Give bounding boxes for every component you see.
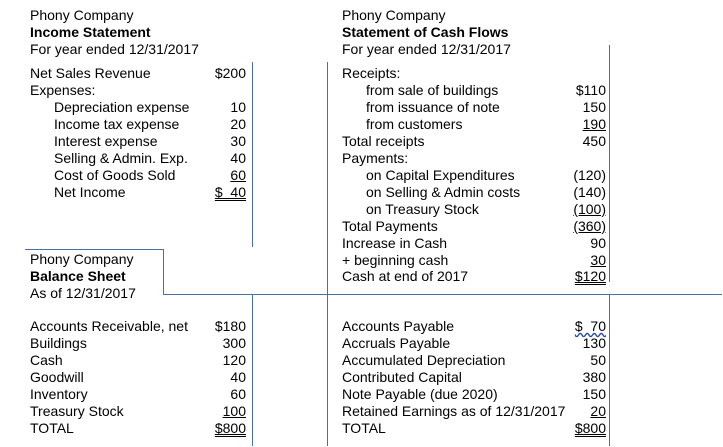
increase-label: Increase in Cash: [342, 235, 448, 251]
payment-value: (140): [573, 184, 606, 200]
asset-value: 120: [222, 352, 246, 368]
asset-value: 100: [222, 403, 246, 419]
asset-label: Inventory: [30, 386, 88, 402]
balance-box-side: [163, 249, 164, 295]
assets-total-label: TOTAL: [30, 420, 74, 436]
liability-value: 50: [590, 352, 606, 368]
asset-label: Goodwill: [30, 369, 84, 385]
asset-value: 40: [230, 369, 246, 385]
liabilities-total-label: TOTAL: [342, 420, 386, 436]
balance-period: As of 12/31/2017: [30, 285, 136, 301]
liability-value: 130: [582, 335, 606, 351]
payment-label: on Capital Expenditures: [366, 167, 515, 183]
cashflow-title: Statement of Cash Flows: [342, 24, 509, 40]
net-income-value: $ 40: [214, 184, 246, 200]
expense-value: 60: [230, 167, 246, 183]
cashflow-company: Phony Company: [342, 7, 446, 23]
liability-value: 380: [582, 369, 606, 385]
asset-label: Treasury Stock: [30, 403, 124, 419]
asset-value: $180: [214, 318, 246, 334]
balance-box-top: [25, 249, 164, 250]
liabilities-left-divider: [327, 294, 328, 446]
assets-divider: [252, 294, 253, 446]
payments-label: Payments:: [342, 150, 409, 166]
net-income-label: Net Income: [54, 184, 126, 200]
liabilities-total-value: $800: [574, 420, 606, 436]
revenue-label: Net Sales Revenue: [30, 65, 151, 81]
balance-company: Phony Company: [30, 251, 134, 267]
receipt-label: from sale of buildings: [366, 82, 499, 98]
expense-value: 40: [230, 150, 246, 166]
total-payments-label: Total Payments: [342, 218, 438, 234]
cashflow-right-divider: [609, 45, 610, 282]
receipt-label: from issuance of note: [366, 99, 500, 115]
assets-total-value: $800: [214, 420, 246, 436]
income-title: Income Statement: [30, 24, 151, 40]
receipt-value: 150: [582, 99, 606, 115]
income-company: Phony Company: [30, 7, 134, 23]
asset-label: Buildings: [30, 335, 87, 351]
revenue-value: $200: [214, 65, 246, 81]
expense-value: 30: [230, 133, 246, 149]
expense-label: Interest expense: [54, 133, 158, 149]
total-payments-value: (360): [573, 218, 606, 234]
asset-label: Accounts Receivable, net: [30, 318, 188, 334]
receipt-label: from customers: [366, 116, 463, 132]
beginning-value: 30: [590, 252, 606, 268]
end-cash-label: Cash at end of 2017: [342, 268, 469, 284]
receipt-value: $110: [575, 82, 606, 98]
receipt-value: 190: [582, 116, 606, 132]
liability-label: Contributed Capital: [342, 369, 462, 385]
increase-value: 90: [590, 235, 606, 251]
balance-sheet-rule: [163, 294, 722, 295]
liability-value: 20: [590, 403, 606, 419]
payment-label: on Treasury Stock: [366, 201, 479, 217]
cashflow-period: For year ended 12/31/2017: [342, 41, 511, 57]
payment-value: (100): [573, 201, 606, 217]
liability-label: Accounts Payable: [342, 318, 455, 334]
total-receipts-label: Total receipts: [342, 133, 425, 149]
balance-title: Balance Sheet: [30, 268, 126, 284]
receipts-label: Receipts:: [342, 65, 401, 81]
payment-label: on Selling & Admin costs: [366, 184, 521, 200]
liability-label: Accruals Payable: [342, 335, 451, 351]
liability-value: $ 70: [574, 318, 606, 334]
payment-value: (120): [573, 167, 606, 183]
income-divider: [252, 62, 253, 247]
expense-label: Depreciation expense: [54, 99, 190, 115]
asset-label: Cash: [30, 352, 63, 368]
expense-label: Income tax expense: [54, 116, 180, 132]
beginning-label: + beginning cash: [342, 252, 449, 268]
end-cash-value: $120: [574, 268, 606, 284]
liabilities-right-divider: [609, 294, 610, 446]
income-period: For year ended 12/31/2017: [30, 41, 199, 57]
expense-label: Cost of Goods Sold: [54, 167, 176, 183]
expense-value: 10: [230, 99, 246, 115]
cashflow-left-divider: [327, 62, 328, 295]
expenses-label: Expenses:: [30, 82, 96, 98]
liability-label: Accumulated Depreciation: [342, 352, 506, 368]
expense-label: Selling & Admin. Exp.: [54, 150, 188, 166]
liability-label: Retained Earnings as of 12/31/2017: [342, 403, 566, 419]
asset-value: 60: [230, 386, 246, 402]
expense-value: 20: [230, 116, 246, 132]
liability-label: Note Payable (due 2020): [342, 386, 498, 402]
total-receipts-value: 450: [582, 133, 606, 149]
liability-value: 150: [582, 386, 606, 402]
asset-value: 300: [222, 335, 246, 351]
